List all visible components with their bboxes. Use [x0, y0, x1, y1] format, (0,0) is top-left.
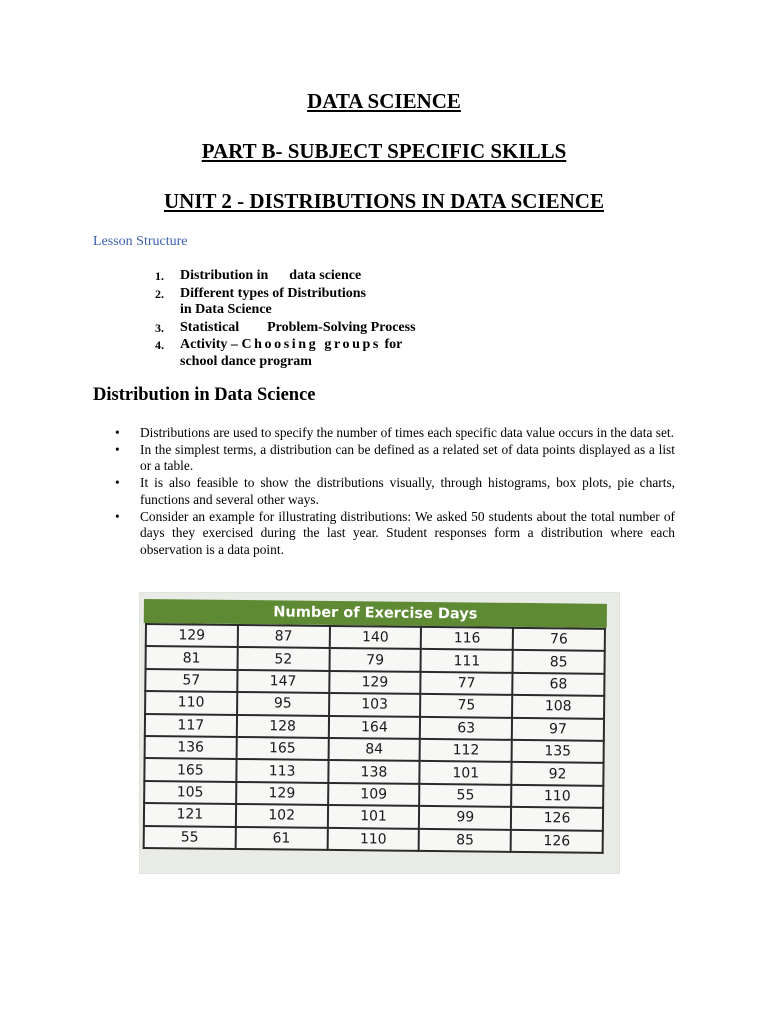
- table-cell: 85: [419, 828, 511, 851]
- exercise-days-table-image: [139, 592, 620, 874]
- table-cell: 75: [420, 694, 512, 717]
- lesson-item-suffix: for: [380, 337, 403, 352]
- table-cell: 126: [511, 829, 603, 852]
- bullet-item: [115, 425, 675, 442]
- table-cell: 84: [328, 738, 420, 761]
- lesson-item-text: Statistical Problem-Solving Process: [180, 319, 416, 335]
- lesson-item-text-continued: in Data Science: [180, 302, 272, 317]
- bullet-icon: •: [115, 508, 120, 524]
- bullet-text: Distributions are used to specify the number of times each specific data value occurs in the data set.: [140, 425, 674, 440]
- bullet-item: [115, 509, 675, 559]
- table-cell: 126: [511, 807, 603, 830]
- table-cell: 108: [512, 695, 604, 718]
- section-title: Distribution in Data Science: [93, 385, 316, 405]
- table-cell: 138: [328, 760, 420, 783]
- part-heading: PART B- SUBJECT SPECIFIC SKILLS: [201, 139, 567, 163]
- lesson-item: [150, 268, 416, 285]
- table-cell: 136: [145, 736, 237, 759]
- table-cell: 102: [236, 804, 328, 827]
- table-cell: 165: [236, 737, 328, 760]
- table-cell: 128: [237, 715, 329, 738]
- table-cell: 97: [512, 717, 604, 740]
- table-cell: 113: [236, 759, 328, 782]
- table-cell: 129: [146, 624, 238, 647]
- table-cell: 105: [144, 781, 236, 804]
- lesson-structure-list: [150, 268, 416, 371]
- lesson-item-number: 3.: [155, 320, 164, 335]
- bullet-item: [115, 475, 675, 508]
- bullet-icon: •: [115, 425, 120, 440]
- table-cell: 92: [512, 762, 604, 785]
- table-cell: 121: [144, 803, 236, 826]
- table-body: [144, 624, 605, 853]
- table-header: Number of Exercise Days: [144, 599, 607, 628]
- table-cell: 76: [513, 628, 605, 651]
- lesson-item-text: Different types of Distributions: [180, 285, 367, 301]
- lesson-item-text: Distribution in data science: [180, 268, 362, 283]
- exercise-days-table: [143, 623, 606, 854]
- table-cell: 87: [238, 625, 330, 648]
- table-cell: 55: [419, 784, 511, 807]
- table-cell: 110: [511, 785, 603, 808]
- table-cell: 140: [329, 626, 421, 649]
- table-cell: 112: [420, 739, 512, 762]
- bullet-list: [115, 425, 675, 559]
- lesson-item-number: 4.: [155, 338, 164, 352]
- table-cell: 110: [145, 691, 237, 714]
- bullet-icon: •: [115, 441, 120, 457]
- bullet-item: [115, 442, 675, 475]
- lesson-item-spaced-text: Choosing groups: [241, 337, 381, 352]
- document-title: DATA SCIENCE: [307, 89, 461, 113]
- table-cell: 164: [328, 715, 420, 738]
- table-cell: 117: [145, 714, 237, 737]
- table-cell: 55: [144, 826, 236, 849]
- table-cell: 99: [419, 806, 511, 829]
- lesson-item-text-continued: school dance program: [180, 353, 312, 369]
- lesson-structure-label: Lesson Structure: [93, 234, 188, 249]
- table-cell: 116: [421, 627, 513, 650]
- lesson-item: [150, 320, 416, 337]
- table-row: [144, 826, 603, 853]
- table-cell: 101: [420, 761, 512, 784]
- unit-heading: UNIT 2 - DISTRIBUTIONS IN DATA SCIENCE: [164, 189, 604, 213]
- table-cell: 110: [327, 827, 419, 850]
- table-cell: 129: [329, 671, 421, 694]
- lesson-item: [150, 286, 416, 319]
- table-cell: 111: [421, 649, 513, 672]
- table-cell: 109: [328, 783, 420, 806]
- table-cell: 147: [237, 670, 329, 693]
- lesson-item-number: 2.: [155, 286, 164, 301]
- table-cell: 77: [421, 672, 513, 695]
- table-cell: 79: [329, 648, 421, 671]
- lesson-item: [150, 337, 416, 370]
- bullet-text: In the simplest terms, a distribution can be defined as a related set of data points displayed as a list or a table.: [140, 441, 675, 474]
- table-cell: 129: [236, 782, 328, 805]
- table-cell: 103: [329, 693, 421, 716]
- lesson-item-prefix: Activity –: [180, 337, 242, 352]
- table-cell: 52: [237, 647, 329, 670]
- lesson-item-number: 1.: [155, 269, 164, 283]
- bullet-text: It is also feasible to show the distributions visually, through histograms, box plots, pie charts, functions and several other ways.: [140, 475, 675, 507]
- bullet-icon: •: [115, 475, 120, 491]
- table-cell: 165: [144, 758, 236, 781]
- table-cell: 57: [145, 669, 237, 692]
- table-cell: 61: [235, 826, 327, 849]
- bullet-text: Consider an example for illustrating distributions: We asked 50 students about the total number of days they exercised during the last year. Student responses form a distribution where each observation is a data point.: [140, 508, 675, 557]
- table-cell: 63: [420, 716, 512, 739]
- table-cell: 68: [512, 673, 604, 696]
- table-cell: 101: [327, 805, 419, 828]
- table-cell: 85: [513, 650, 605, 673]
- table-cell: 81: [146, 646, 238, 669]
- table-cell: 135: [512, 740, 604, 763]
- table-cell: 95: [237, 692, 329, 715]
